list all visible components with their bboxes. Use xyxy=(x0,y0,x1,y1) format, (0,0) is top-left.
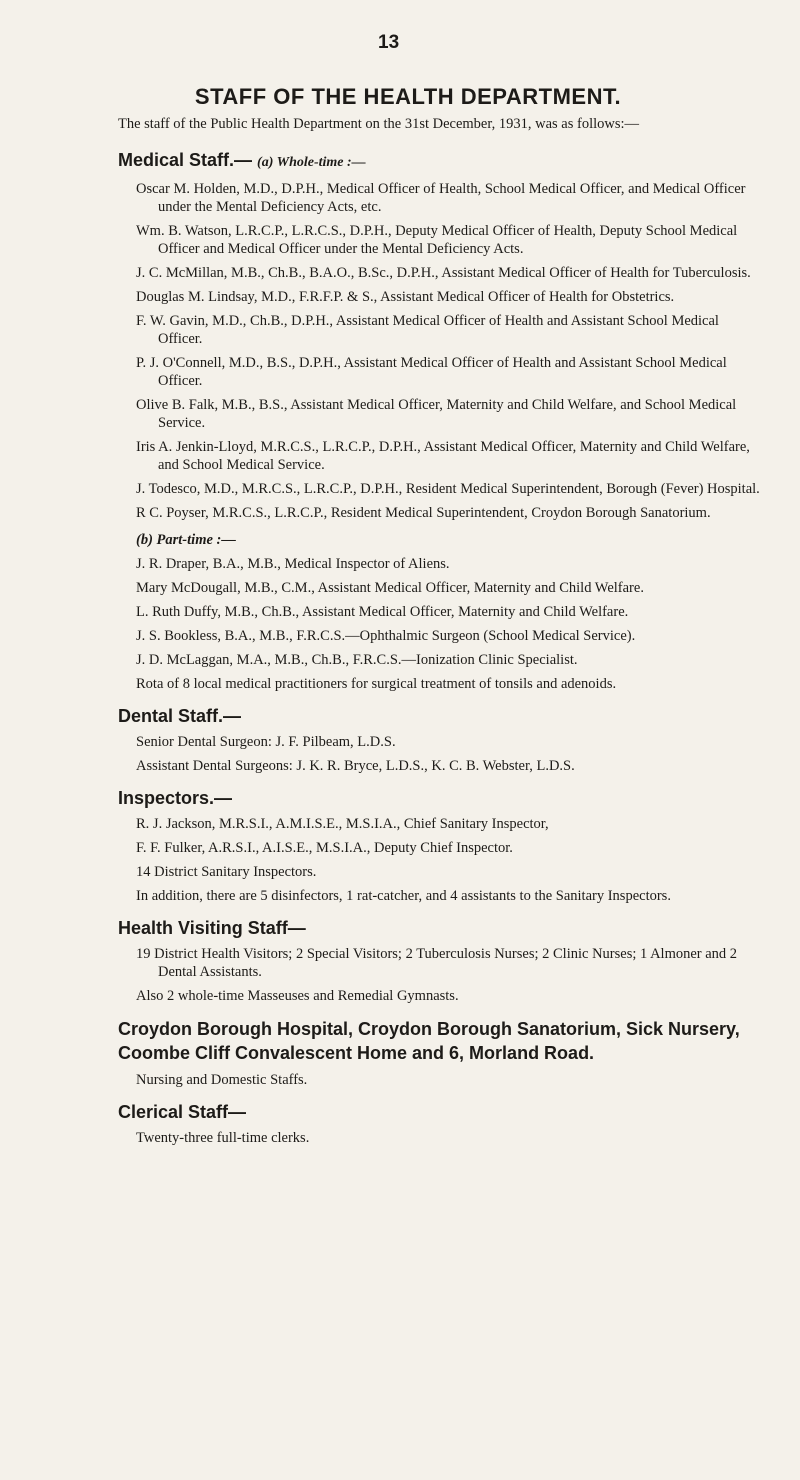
dental-line: Assistant Dental Surgeons: J. K. R. Bryce, L.D.S., K. C. B. Webster, L.D.S. xyxy=(136,758,575,774)
intro-paragraph: The staff of the Public Health Department on the 31st December, 1931, was as follows:— xyxy=(118,116,640,132)
medical-staff-title: Medical Staff.— xyxy=(118,150,253,170)
inspector-line: In addition, there are 5 disinfectors, 1 rat-catcher, and 4 assistants to the Sanitary Inspectors. xyxy=(136,888,671,904)
staff-entry: J. Todesco, M.D., M.R.C.S., L.R.C.P., D.P.H., Resident Medical Superintendent, Borough (Fever) Hospital. xyxy=(136,481,760,497)
staff-entry: Wm. B. Watson, L.R.C.P., L.R.C.S., D.P.H., Deputy Medical Officer of Health, Deputy School Medical Officer and Medical Officer under the Mental Deficiency Acts. xyxy=(136,223,738,257)
staff-entry: P. J. O'Connell, M.D., B.S., D.P.H., Assistant Medical Officer of Health and Assistant School Medical Officer. xyxy=(136,355,727,389)
clerical-heading: Clerical Staff— xyxy=(118,1102,247,1122)
staff-entry: Iris A. Jenkin-Lloyd, M.R.C.S., L.R.C.P., D.P.H., Assistant Medical Officer, Maternity and Child Welfare, and School Medical Service. xyxy=(136,439,750,473)
dental-staff-heading: Dental Staff.— xyxy=(118,706,242,726)
staff-entry: Rota of 8 local medical practitioners for surgical treatment of tonsils and adenoids. xyxy=(136,676,617,692)
hospital-line: Nursing and Domestic Staffs. xyxy=(136,1072,308,1088)
staff-entry: Mary McDougall, M.B., C.M., Assistant Medical Officer, Maternity and Child Welfare. xyxy=(136,580,644,596)
staff-entry: J. R. Draper, B.A., M.B., Medical Inspector of Aliens. xyxy=(136,556,450,572)
staff-entry: J. C. McMillan, M.B., Ch.B., B.A.O., B.Sc., D.P.H., Assistant Medical Officer of Health for Tuberculosis. xyxy=(136,265,751,281)
inspectors-heading: Inspectors.— xyxy=(118,788,233,808)
staff-entry: L. Ruth Duffy, M.B., Ch.B., Assistant Medical Officer, Maternity and Child Welfare. xyxy=(136,604,629,620)
visiting-line: 19 District Health Visitors; 2 Special Visitors; 2 Tuberculosis Nurses; 2 Clinic Nurses; 1 Almoner and 2 Dental Assistants. xyxy=(136,946,738,980)
inspector-line: 14 District Sanitary Inspectors. xyxy=(136,864,317,880)
part-time-label: (b) Part-time :— xyxy=(136,532,236,548)
staff-entry: J. S. Bookless, B.A., M.B., F.R.C.S.—Ophthalmic Surgeon (School Medical Service). xyxy=(136,628,636,644)
content xyxy=(118,149,766,1153)
staff-entry: Oscar M. Holden, M.D., D.P.H., Medical Officer of Health, School Medical Officer, and Medical Officer under the Mental Deficiency Acts, etc. xyxy=(136,181,746,215)
staff-entry: R C. Poyser, M.R.C.S., L.R.C.P., Resident Medical Superintendent, Croydon Borough Sanatorium. xyxy=(136,505,711,521)
page-number: 13 xyxy=(378,32,400,53)
clerical-line: Twenty-three full-time clerks. xyxy=(136,1130,310,1146)
inspector-line: F. F. Fulker, A.R.S.I., A.I.S.E., M.S.I.A., Deputy Chief Inspector. xyxy=(136,840,513,856)
staff-entry: F. W. Gavin, M.D., Ch.B., D.P.H., Assistant Medical Officer of Health and Assistant School Medical Officer. xyxy=(136,313,719,347)
medical-staff-heading xyxy=(118,149,766,174)
health-visiting-heading: Health Visiting Staff— xyxy=(118,918,306,938)
staff-entry: Douglas M. Lindsay, M.D., F.R.F.P. & S., Assistant Medical Officer of Health for Obstetrics. xyxy=(136,289,675,305)
inspector-line: R. J. Jackson, M.R.S.I., A.M.I.S.E., M.S.I.A., Chief Sanitary Inspector, xyxy=(136,816,549,832)
visiting-line: Also 2 whole-time Masseuses and Remedial Gymnasts. xyxy=(136,988,459,1004)
page-title: STAFF OF THE HEALTH DEPARTMENT. xyxy=(194,84,622,109)
whole-time-label: (a) Whole-time :— xyxy=(257,155,366,170)
staff-entry: Olive B. Falk, M.B., B.S., Assistant Medical Officer, Maternity and Child Welfare, and School Medical Service. xyxy=(136,397,737,431)
hospital-heading: Croydon Borough Hospital, Croydon Borough Sanatorium, Sick Nursery, Coombe Cliff Convalescent Home and 6, Morland Road. xyxy=(118,1019,740,1063)
staff-entry: J. D. McLaggan, M.A., M.B., Ch.B., F.R.C.S.—Ionization Clinic Specialist. xyxy=(136,652,578,668)
dental-line: Senior Dental Surgeon: J. F. Pilbeam, L.D.S. xyxy=(136,734,396,750)
